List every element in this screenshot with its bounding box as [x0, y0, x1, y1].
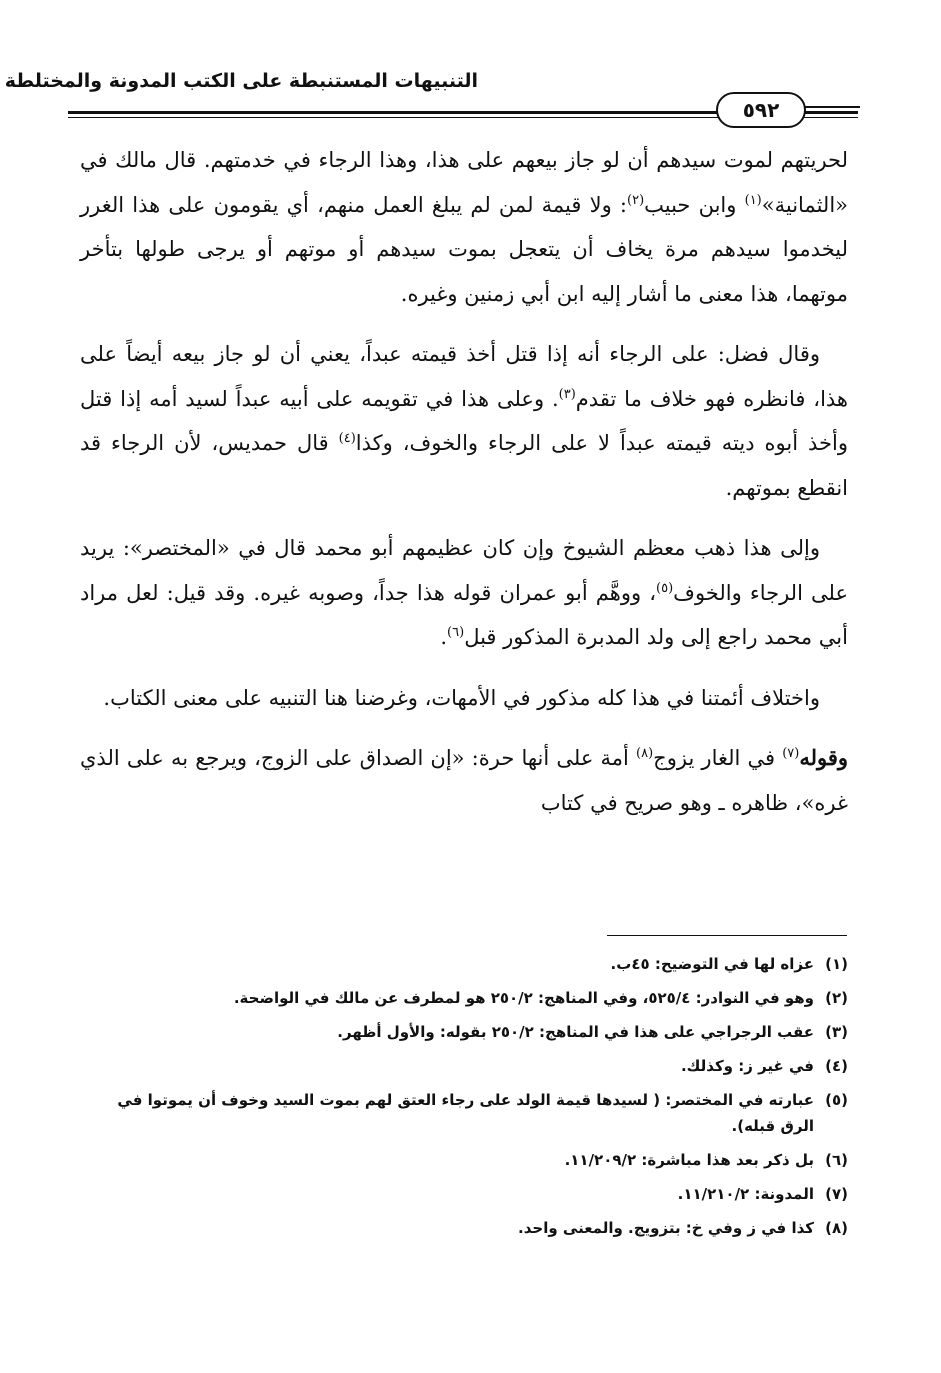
footnote-ref-1: (١) [744, 192, 762, 208]
footnote-number: (٣) [825, 1023, 848, 1041]
text-run: وقال فضل: على الرجاء أنه إذا قتل أخذ قيمته عبداً، يعني أن لو جاز بيعه أيضاً على هذا، فانظره فهو خلاف ما تقدم [80, 342, 848, 411]
text-run: واختلاف أئمتنا في هذا كله مذكور في الأمهات، وغرضنا هنا التنبيه على معنى الكتاب. [103, 685, 820, 710]
text-run: وإلى هذا ذهب معظم الشيوخ وإن كان عظيمهم أبو محمد قال في «المختصر»: يريد على الرجاء والخوف [80, 536, 848, 605]
footnote-separator [607, 935, 847, 936]
footnote-ref-4: (٤) [338, 431, 356, 446]
footnote-number: (٤) [825, 1057, 848, 1075]
footnote [80, 947, 848, 981]
page-number-ornament [800, 106, 860, 108]
footnote-number: (٧) [825, 1185, 848, 1203]
footnote-text: عزاه لها في التوضيح: ٤٥ب. [610, 955, 814, 973]
paragraph-4 [80, 676, 848, 721]
footnote [80, 1211, 848, 1245]
paragraph-1 [80, 138, 848, 316]
footnote [80, 1015, 848, 1049]
footnote-ref-6: (٦) [447, 625, 465, 640]
footnote-number: (٢) [825, 989, 848, 1007]
page-number-badge [716, 92, 806, 128]
paragraph-2 [80, 332, 848, 510]
footnote [80, 1049, 848, 1083]
footnote-ref-5: (٥) [656, 580, 674, 596]
footnote-text: المدونة: ١١/٢١٠/٢. [677, 1185, 814, 1203]
footnote-ref-3: (٣) [558, 386, 576, 402]
footnote [80, 1083, 848, 1143]
footnote-text: كذا في ز وفي خ: بتزويج. والمعنى واحد. [518, 1219, 814, 1237]
paragraph-3 [80, 526, 848, 660]
footnote-ref-2: (٢) [627, 192, 645, 208]
footnote-number: (٨) [825, 1219, 848, 1237]
footnote-number: (٥) [825, 1091, 848, 1109]
footnote-number: (٦) [825, 1151, 848, 1169]
footnote [80, 1177, 848, 1211]
footnote-ref-7: (٧) [782, 746, 800, 761]
footnote-text: في غير ز: وكذلك. [680, 1057, 814, 1075]
paragraph-5 [80, 736, 848, 825]
footnote [80, 1143, 848, 1177]
footnote-text: وهو في النوادر: ٥٢٥/٤، وفي المناهج: ٢٥٠/٢ هو لمطرف عن مالك في الواضحة. [233, 989, 814, 1007]
footnote-text: عقب الرجراجي على هذا في المناهج: ٢٥٠/٢ بقوله: والأول أظهر. [337, 1023, 814, 1041]
running-title: التنبيهات المستنبطة على الكتب المدونة والمختلطة [4, 70, 478, 92]
footnote-ref-8: (٨) [636, 746, 654, 761]
page-number: ٥٩٢ [742, 98, 780, 122]
text-run: ، ووهَّم أبو عمران قوله هذا جداً، وصوبه غيره. وقد قيل: لعل مراد أبي محمد راجع إلى ولد المدبرة المذكور قبل [80, 580, 848, 649]
text-run: : ولا قيمة لمن لم يبلغ العمل منهم، أي يقومون على هذا الغرر ليخدموا سيدهم مرة يخاف أن يتعجل بموت سيدهم أو موتهم أو يرجى طولها بتأخر موتهما، هذا معنى ما أشار إليه ابن أبي زمنين وغيره. [80, 192, 848, 306]
text-run: . وعلى هذا في تقويمه على أبيه عبداً لسيد أمه إذا قتل وأخذ أبوه ديته قيمته عبداً لا على الرجاء والخوف، وكذا [80, 386, 848, 455]
footnote [80, 981, 848, 1015]
footnote-text: بل ذكر بعد هذا مباشرة: ١١/٢٠٩/٢. [564, 1151, 814, 1169]
footnotes [80, 947, 848, 1245]
text-run: . [440, 625, 448, 649]
text-run: قال حمديس، لأن الرجاء قد انقطع بموتهم. [80, 431, 848, 500]
footnote-text: عبارته في المختصر: ( لسيدها قيمة الولد على رجاء العتق لهم بموت السيد وخوف أن يموتوا في الرق قبله). [117, 1091, 814, 1135]
lead-word: وقوله [799, 745, 849, 770]
main-text [80, 138, 848, 841]
footnote-number: (١) [825, 955, 848, 973]
text-run: في الغار يزوج [653, 746, 783, 770]
text-run: لحريتهم لموت سيدهم أن لو جاز بيعهم على هذا، وهذا الرجاء في خدمتهم. قال مالك في «الثمانية» [80, 148, 848, 217]
text-run: أمة على أنها حرة: «إن الصداق على الزوج، ويرجع به على الذي غره»، ظاهره ـ وهو صريح في كتاب [80, 746, 848, 815]
text-run: وابن حبيب [644, 192, 745, 217]
